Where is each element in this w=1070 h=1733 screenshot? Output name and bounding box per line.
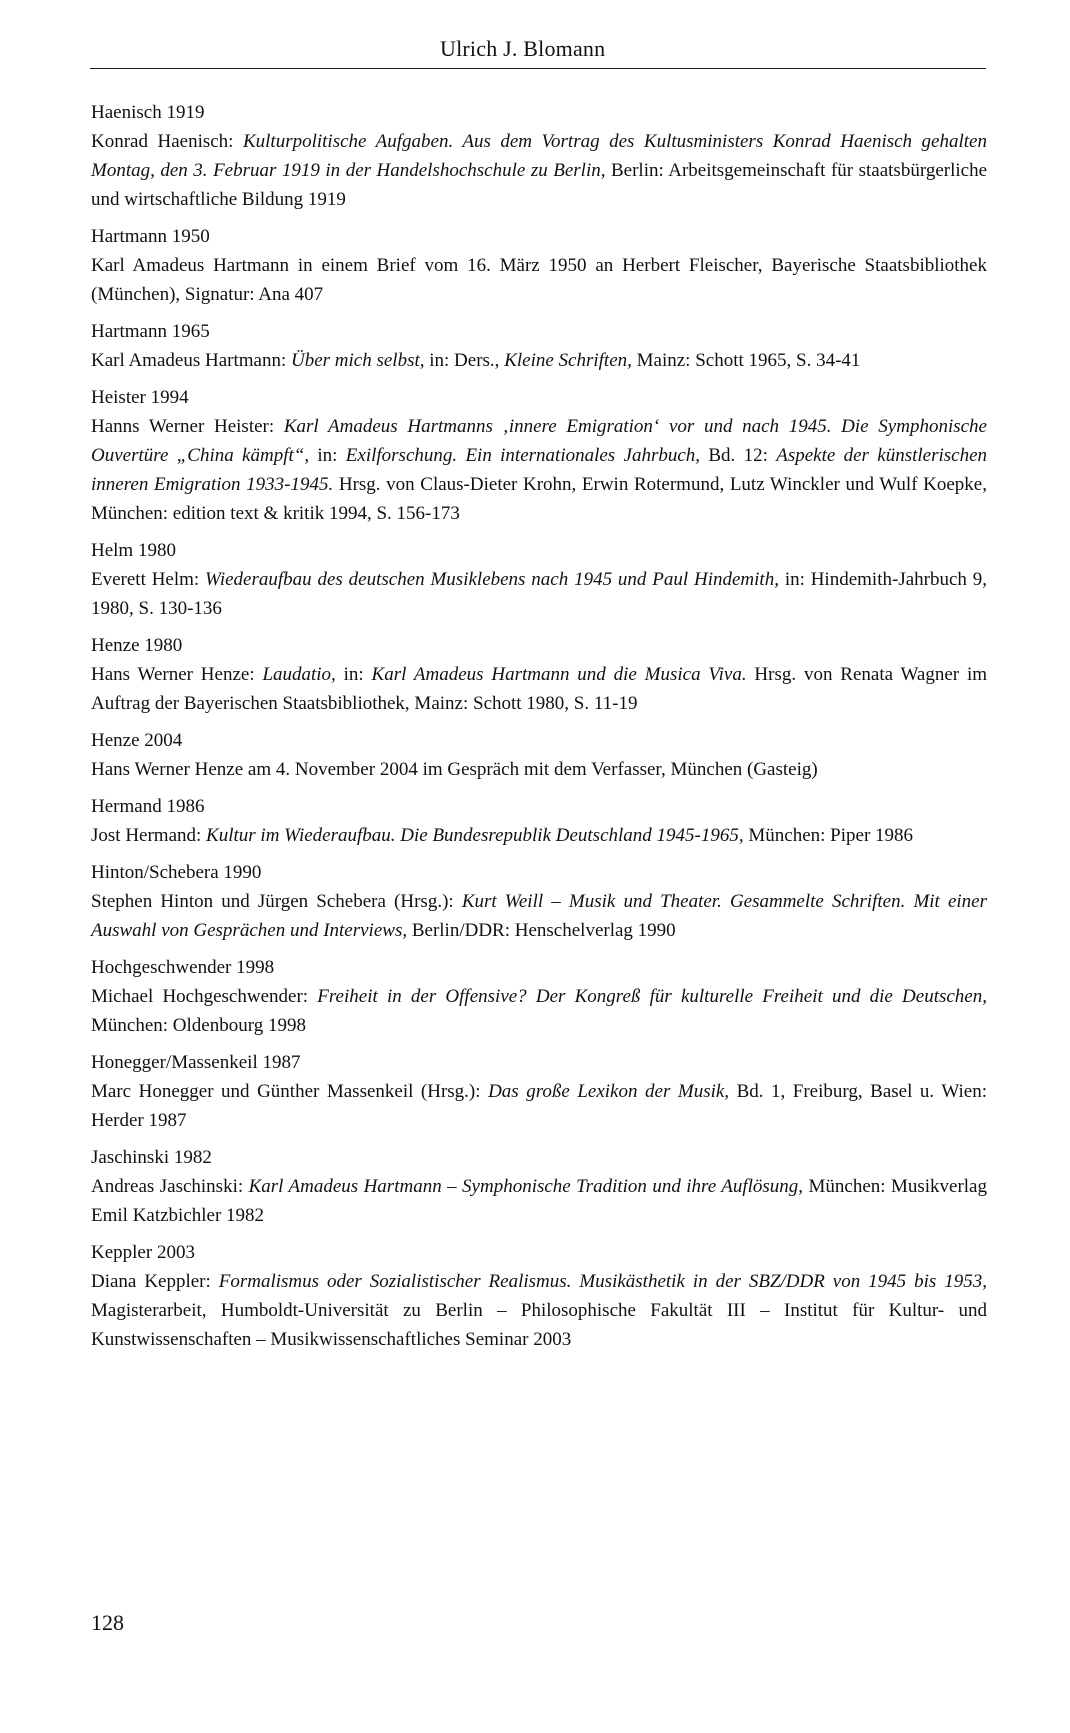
entry-citation [91,251,987,309]
citation-text: Hrsg. von Claus-Dieter Krohn, Erwin Rotermund, Lutz Winckler und Wulf Koepke, München: edition text & kritik 1994, S. 156-173 [91,474,987,524]
entry-citation [91,660,987,718]
citation-text: Bd. 1, Freiburg, Basel u. Wien: Herder 1987 [91,1081,987,1131]
bibliography-entry [91,792,987,850]
entry-citation [91,887,987,945]
entry-key: Hinton/Schebera 1990 [91,862,262,883]
entry-key: Honegger/Massenkeil 1987 [91,1052,301,1073]
citation-text: Karl Amadeus Hartmann: [91,350,291,371]
citation-title: Freiheit in der Offensive? Der Kongreß für kulturelle Freiheit und die Deutschen, [317,986,987,1007]
citation-text: in: Hindemith-Jahrbuch 9, 1980, S. 130-136 [91,569,987,619]
entry-citation [91,565,987,623]
citation-title: Wiederaufbau des deutschen Musiklebens nach 1945 und Paul Hindemith, [205,569,779,590]
bibliography-entry [91,953,987,1040]
citation-text: Hans Werner Henze: [91,664,263,685]
citation-text: Hanns Werner Heister: [91,416,284,437]
bibliography-entry [91,631,987,718]
header-rule [90,68,986,69]
page-number: 128 [91,1610,124,1635]
entry-key: Hochgeschwender 1998 [91,957,275,978]
bibliography-entry [91,858,987,945]
citation-text: München: Oldenbourg 1998 [91,1015,306,1036]
entry-key: Hermand 1986 [91,796,205,817]
citation-text: München: Musikverlag Emil Katzbichler 1982 [91,1176,987,1226]
citation-title: Über mich selbst, [290,350,425,371]
bibliography-entry [91,536,987,623]
entry-key: Helm 1980 [91,540,176,561]
citation-text: München: Piper 1986 [743,825,914,846]
citation-text: Magisterarbeit, Humboldt-Universität zu Berlin – Philosophische Fakultät III – Institut für Kultur- und Kunstwissenschaften – Musikwissenschaftliches Seminar 2003 [91,1300,987,1350]
entry-key: Hartmann 1950 [91,226,210,247]
entry-citation [91,821,987,850]
citation-text: Michael Hochgeschwender: [91,986,318,1007]
running-header: Ulrich J. Blomann [440,36,606,61]
bibliography-entry [91,1143,987,1230]
entry-key: Henze 2004 [91,730,183,751]
citation-title: Kultur im Wiederaufbau. Die Bundesrepublik Deutschland 1945-1965, [206,825,744,846]
entry-key: Henze 1980 [91,635,183,656]
citation-text: Marc Honegger und Günther Massenkeil (Hrsg.): [91,1081,489,1102]
citation-text: Mainz: Schott 1965, S. 34-41 [631,350,861,371]
bibliography-list [91,98,987,1362]
citation-text: in: [335,664,372,685]
entry-citation [91,1267,987,1354]
citation-title: Kleine Schriften, [504,350,632,371]
citation-text: Berlin: Arbeitsgemeinschaft für staatsbürgerliche und wirtschaftliche Bildung 1919 [91,160,987,210]
citation-text: Andreas Jaschinski: [91,1176,249,1197]
entry-key: Keppler 2003 [91,1242,195,1263]
entry-key: Hartmann 1965 [91,321,210,342]
bibliography-entry [91,1048,987,1135]
bibliography-entry [91,222,987,309]
citation-title: Aspekte der künstlerischen inneren Emigration 1933-1945. [91,445,988,495]
citation-title: Karl Amadeus Hartmann – Symphonische Tradition und ihre Auflösung, [248,1176,804,1197]
citation-title: Das große Lexikon der Musik, [488,1081,730,1102]
citation-text: in: Ders., [424,350,505,371]
bibliography-entry [91,317,987,375]
citation-text: Hans Werner Henze am 4. November 2004 im Gespräch mit dem Verfasser, München (Gasteig) [91,759,818,780]
citation-text: Konrad Haenisch: [91,131,243,152]
citation-title: Exilforschung. Ein internationales Jahrbuch, [345,445,701,466]
citation-text: Berlin/DDR: Henschelverlag 1990 [407,920,676,941]
bibliography-entry [91,98,987,214]
citation-title: Kulturpolitische Aufgaben. Aus dem Vortrag des Kultusministers Konrad Haenisch gehalten Montag, den 3. Februar 1919 in der Handelshochschule zu Berlin, [91,131,987,181]
citation-title: Karl Amadeus Hartmann und die Musica Viva. [371,664,747,685]
entry-citation [91,412,987,528]
citation-title: Formalismus oder Sozialistischer Realismus. Musikästhetik in der SBZ/DDR von 1945 bis 1953, [218,1271,987,1292]
bibliography-entry [91,1238,987,1354]
citation-title: Laudatio, [262,664,336,685]
entry-key: Haenisch 1919 [91,102,205,123]
entry-citation [91,1077,987,1135]
entry-key: Jaschinski 1982 [91,1147,212,1168]
citation-text: Bd. 12: [700,445,777,466]
citation-title: Kurt Weill – Musik und Theater. Gesammelte Schriften. Mit einer Auswahl von Gesprächen und Interviews, [91,891,987,941]
citation-text: Karl Amadeus Hartmann in einem Brief vom 16. März 1950 an Herbert Fleischer, Bayerische Staatsbibliothek (München), Signatur: Ana 407 [91,255,987,305]
citation-text: Stephen Hinton und Jürgen Schebera (Hrsg.): [91,891,462,912]
entry-citation [91,755,987,784]
citation-title: Karl Amadeus Hartmanns ‚innere Emigration‘ vor und nach 1945. Die Symphonische Ouvertüre „China kämpft“, [91,416,987,466]
citation-text: Diana Keppler: [91,1271,219,1292]
entry-citation [91,982,987,1040]
entry-citation [91,127,987,214]
bibliography-entry [91,726,987,784]
bibliography-entry [91,383,987,528]
citation-text: in: [309,445,346,466]
citation-text: Hrsg. von Renata Wagner im Auftrag der Bayerischen Staatsbibliothek, Mainz: Schott 1980, S. 11-19 [91,664,988,714]
citation-text: Everett Helm: [91,569,206,590]
entry-citation [91,1172,987,1230]
entry-citation [91,346,987,375]
citation-text: Jost Hermand: [91,825,207,846]
entry-key: Heister 1994 [91,387,189,408]
